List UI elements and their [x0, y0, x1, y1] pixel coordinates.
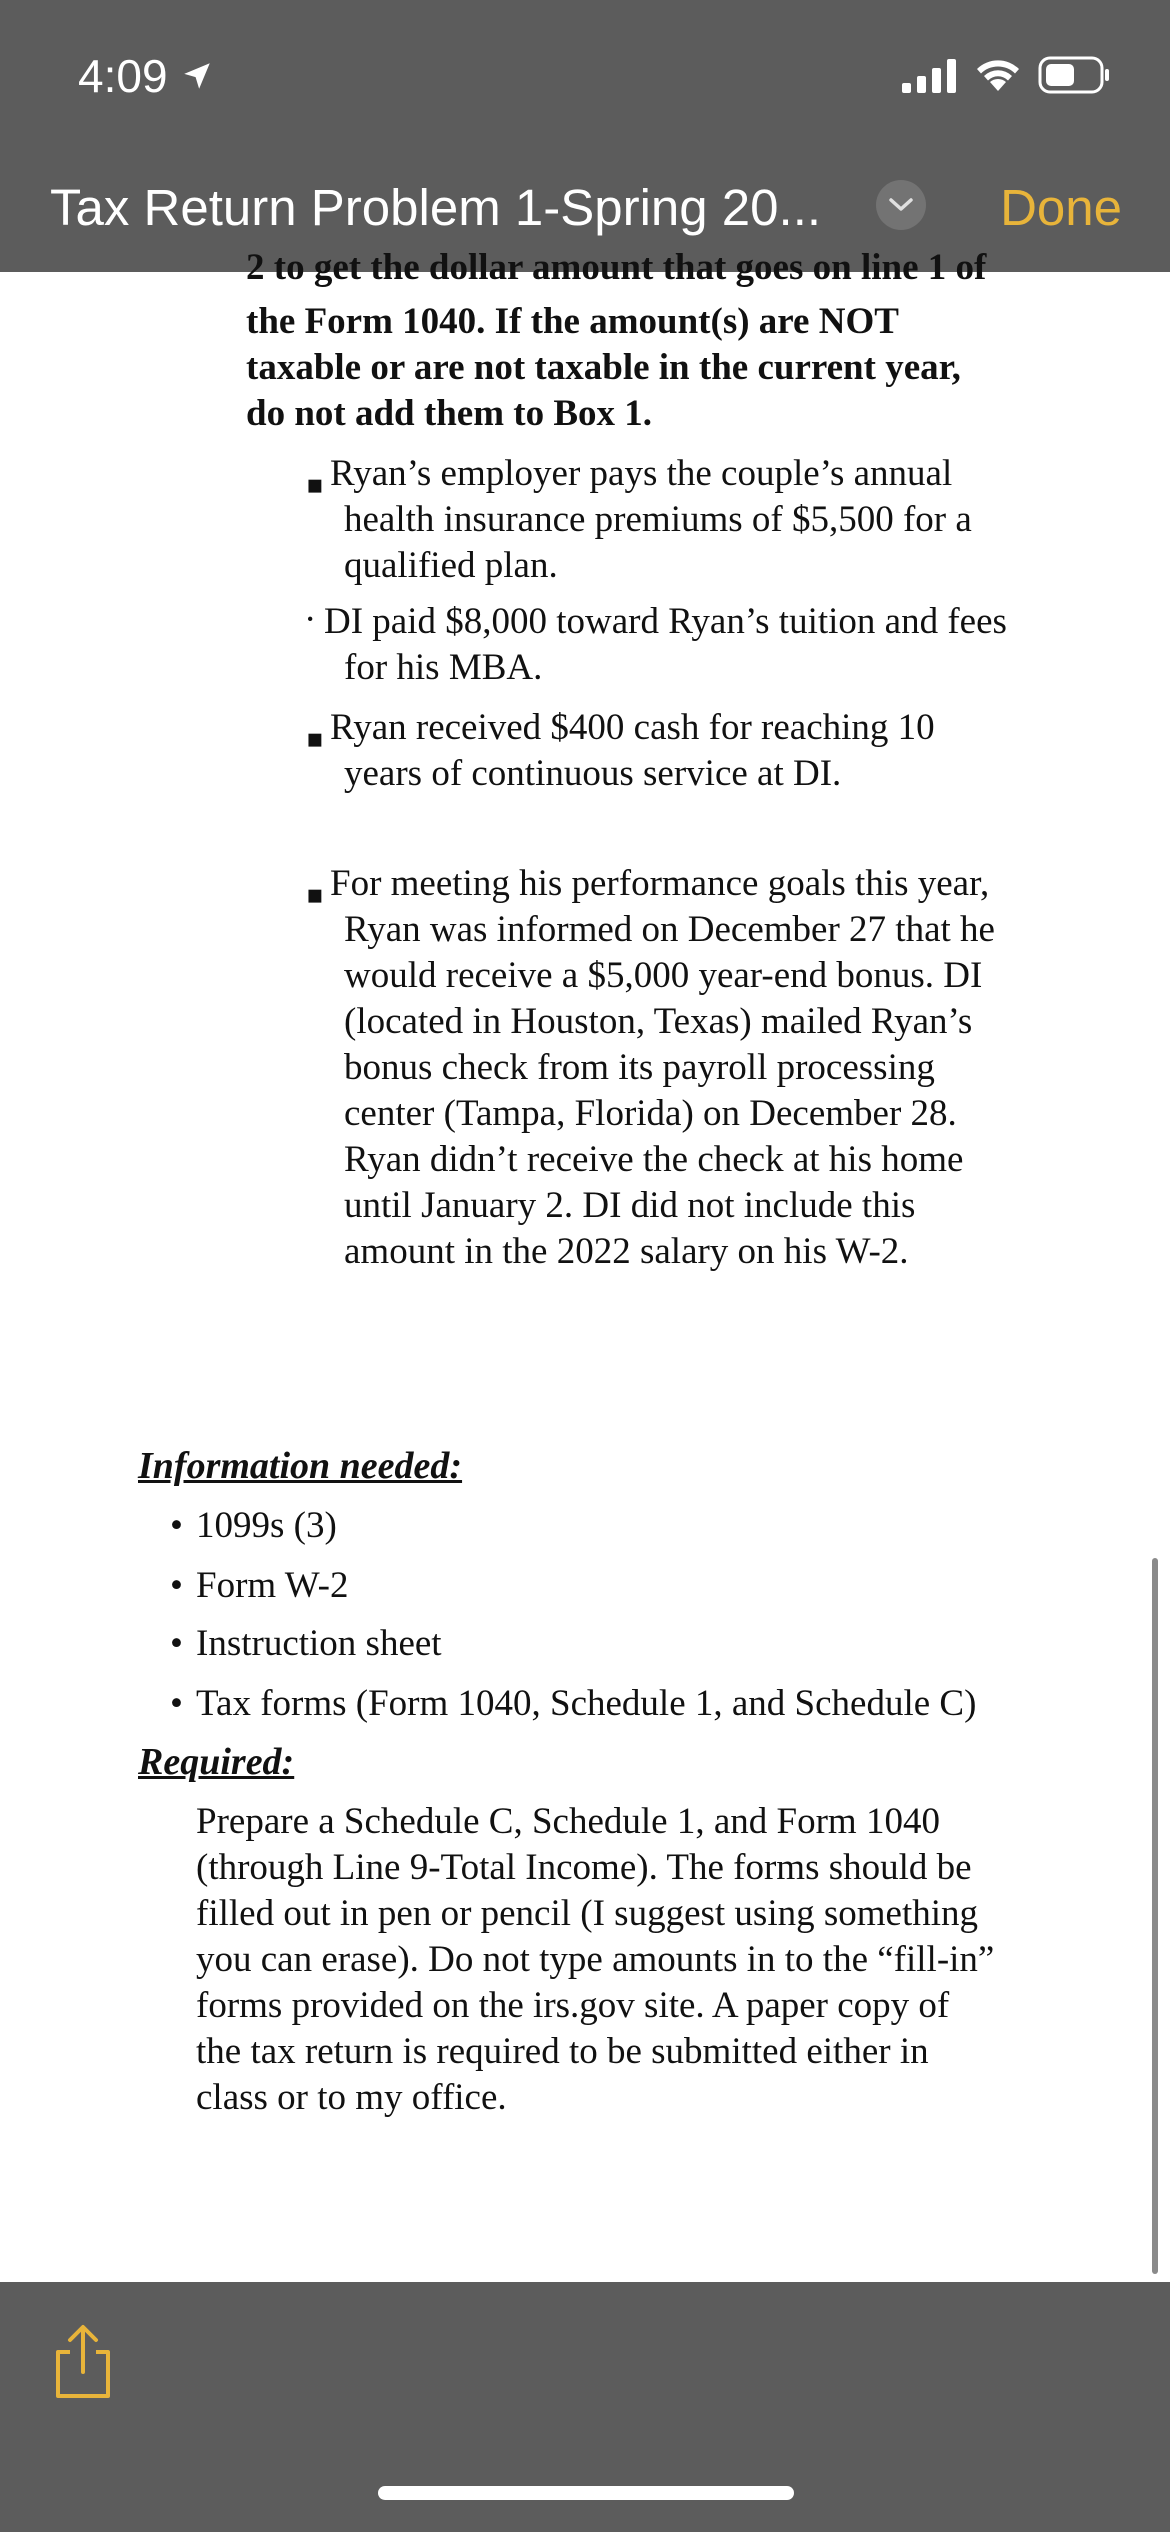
time-text: 4:09 — [78, 50, 168, 102]
bullet-dot-icon: • — [170, 1623, 183, 1664]
required-line: you can erase). Do not type amounts in to the “fill-in” — [196, 1939, 995, 1980]
info-item: Instruction sheet — [196, 1623, 442, 1664]
intro-line: taxable or are not taxable in the current year, — [246, 347, 961, 388]
chevron-down-icon — [888, 197, 914, 213]
square-bullet-icon: ▪ — [306, 724, 324, 754]
bullet-line: qualified plan. — [344, 545, 558, 586]
info-needed-heading: Information needed: — [138, 1445, 463, 1487]
required-line: Prepare a Schedule C, Schedule 1, and Form 1040 — [196, 1801, 940, 1842]
document-page[interactable] — [0, 247, 1170, 2282]
required-line: the tax return is required to be submitted either in — [196, 2031, 929, 2072]
bullet-line: until January 2. DI did not include this — [344, 1185, 916, 1226]
dot-bullet-icon: · — [304, 599, 317, 640]
location-arrow-icon — [180, 59, 214, 93]
bullet-line: Ryan was informed on December 27 that he — [344, 909, 995, 950]
bullet-line: amount in the 2022 salary on his W-2. — [344, 1231, 909, 1272]
bullet-line: health insurance premiums of $5,500 for a — [344, 499, 972, 540]
title-menu-button[interactable] — [876, 180, 926, 230]
intro-line: do not add them to Box 1. — [246, 393, 653, 434]
bullet-line: years of continuous service at DI. — [344, 753, 842, 794]
bullet-line: (located in Houston, Texas) mailed Ryan’s — [344, 1001, 973, 1042]
info-item: Form W-2 — [196, 1565, 349, 1606]
info-item: 1099s (3) — [196, 1505, 337, 1546]
bullet-line: bonus check from its payroll processing — [344, 1047, 935, 1088]
bullet-dot-icon: • — [170, 1565, 183, 1606]
bullet-dot-icon: • — [170, 1683, 183, 1724]
vertical-scrollbar[interactable] — [1152, 1558, 1158, 2274]
share-button[interactable] — [50, 2322, 116, 2402]
document-title: Tax Return Problem 1-Spring 20... — [50, 178, 822, 236]
required-line: class or to my office. — [196, 2077, 507, 2118]
bullet-line: Ryan didn’t receive the check at his home — [344, 1139, 964, 1180]
intro-line: 2 to get the dollar amount that goes on line 1 of — [246, 247, 987, 288]
wifi-icon — [974, 57, 1022, 93]
bullet-dot-icon: • — [170, 1505, 183, 1546]
required-line: forms provided on the irs.gov site. A paper copy of — [196, 1985, 950, 2026]
required-line: filled out in pen or pencil (I suggest using something — [196, 1893, 979, 1934]
bullet-line: DI paid $8,000 toward Ryan’s tuition and fees — [324, 601, 1007, 642]
bullet-line: Ryan received $400 cash for reaching 10 — [330, 707, 935, 748]
home-indicator[interactable] — [378, 2486, 794, 2500]
share-icon — [50, 2322, 116, 2402]
done-button[interactable]: Done — [1000, 178, 1122, 236]
status-bar-time — [78, 46, 214, 106]
battery-icon — [1038, 56, 1110, 94]
bullet-line: For meeting his performance goals this year, — [330, 863, 990, 904]
bullet-line: for his MBA. — [344, 647, 543, 688]
square-bullet-icon: ▪ — [306, 470, 324, 500]
status-icons — [902, 50, 1110, 100]
intro-line: the Form 1040. If the amount(s) are NOT — [246, 301, 899, 342]
cellular-signal-icon — [902, 57, 958, 93]
bullet-line: center (Tampa, Florida) on December 28. — [344, 1093, 957, 1134]
required-heading: Required: — [138, 1741, 295, 1783]
square-bullet-icon: ▪ — [306, 880, 324, 910]
bullet-line: would receive a $5,000 year-end bonus. DI — [344, 955, 983, 996]
top-bar — [0, 0, 1170, 272]
info-item: Tax forms (Form 1040, Schedule 1, and Schedule C) — [196, 1683, 977, 1724]
bullet-line: Ryan’s employer pays the couple’s annual — [330, 453, 953, 494]
required-line: (through Line 9-Total Income). The forms should be — [196, 1847, 972, 1888]
